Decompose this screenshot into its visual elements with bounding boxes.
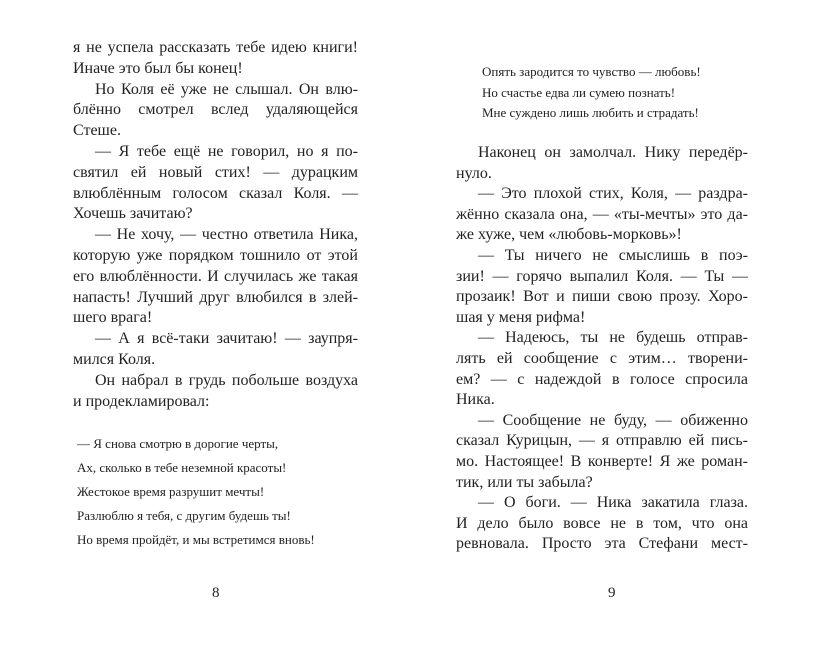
text-line: — Это плохой стих, Коля, — раздра- bbox=[478, 185, 748, 203]
text-line: — Не хочу, — честно ответила Ника, bbox=[95, 226, 358, 244]
poem-line: — Я снова смотрю в дорогие черты, bbox=[77, 436, 279, 451]
text-line: — Ты ничего не смыслишь в поэ- bbox=[478, 246, 748, 264]
right-page-prose bbox=[456, 143, 748, 555]
text-line: Он набрал в грудь побольше воздуха bbox=[95, 371, 358, 389]
text-line: сказал Курицын, — я отправлю ей пись- bbox=[456, 432, 748, 450]
text-line: блённо смотрел вслед удаляющейся bbox=[73, 101, 358, 119]
left-page-prose bbox=[73, 38, 358, 412]
text-line: же хуже, чем «любовь-морковь»! bbox=[456, 226, 682, 244]
text-line: я не успела рассказать тебе идею книги! bbox=[73, 39, 358, 56]
page-number-right: 9 bbox=[608, 585, 616, 601]
text-line: мо. Настоящее! В конверте! Я же роман- bbox=[456, 452, 748, 470]
poem-line: Разлюблю я тебя, с другим будешь ты! bbox=[77, 508, 291, 523]
poem-line: Мне суждено лишь любить и страдать! bbox=[482, 105, 699, 120]
text-line: — А я всё-таки зачитаю! — заупря- bbox=[95, 330, 358, 348]
text-line: Иначе это был бы конец! bbox=[73, 59, 243, 77]
text-line: зии! — горячо выпалил Коля. — Ты — bbox=[456, 267, 748, 285]
text-line: ревновала. Просто эта Стефани мест- bbox=[456, 535, 748, 553]
text-line: которую уже порядком тошнило от этой bbox=[73, 246, 358, 264]
text-line: его влюблённости. И случилась же такая bbox=[73, 267, 358, 285]
text-line: влюблённым голосом сказал Коля. — bbox=[73, 184, 358, 202]
text-line: — Сообщение не буду, — обиженно bbox=[478, 411, 748, 429]
text-line: святил ей новый стих! — дурацким bbox=[73, 163, 358, 181]
poem-line: Жестокое время разрушит мечты! bbox=[77, 484, 265, 499]
text-line: прозаик! Вот и пиши свою прозу. Хоро- bbox=[456, 288, 748, 306]
text-line: жённо сказала она, — «ты-мечты» это да- bbox=[456, 205, 748, 223]
left-page-poem bbox=[77, 432, 315, 552]
text-line: Но Коля её уже не слышал. Он влю- bbox=[95, 80, 358, 98]
text-line: Стеше. bbox=[73, 122, 121, 140]
text-line: Наконец он замолчал. Нику передёр- bbox=[478, 144, 748, 161]
poem-line: Но счастье едва ли сумею познать! bbox=[482, 84, 676, 100]
text-line: тик, или ты забыла? bbox=[456, 473, 593, 491]
poem-line: Но время пройдёт, и мы встретимся вновь! bbox=[77, 532, 315, 547]
right-page bbox=[410, 0, 820, 662]
text-line: ем? — с надеждой в голосе спросила bbox=[456, 370, 748, 388]
page-number-left: 8 bbox=[212, 585, 220, 601]
text-line: лять ей сообщение с этим… творени- bbox=[456, 349, 748, 367]
poem-line: Ах, сколько в тебе неземной красоты! bbox=[77, 460, 287, 475]
text-line: — Я тебе ещё не говорил, но я по- bbox=[95, 142, 358, 160]
text-line: шая у меня рифма! bbox=[456, 308, 586, 326]
text-line: напасть! Лучший друг влюбился в злей- bbox=[73, 288, 358, 306]
text-line: и продекламировал: bbox=[73, 392, 210, 410]
text-line: И дело было вовсе не в том, что она bbox=[456, 514, 748, 532]
text-line: — О боги. — Ника закатила глаза. bbox=[478, 494, 748, 512]
right-page-poem bbox=[482, 62, 701, 124]
text-line: — Надеюсь, ты не будешь отправ- bbox=[478, 329, 748, 347]
text-line: нуло. bbox=[456, 164, 492, 182]
poem-line: Опять зародится то чувство — любовь! bbox=[482, 64, 701, 79]
text-line: мился Коля. bbox=[73, 350, 156, 368]
text-line: шего врага! bbox=[73, 309, 153, 327]
text-line: Ника. bbox=[456, 391, 495, 409]
text-line: Хочешь зачитаю? bbox=[73, 205, 193, 223]
